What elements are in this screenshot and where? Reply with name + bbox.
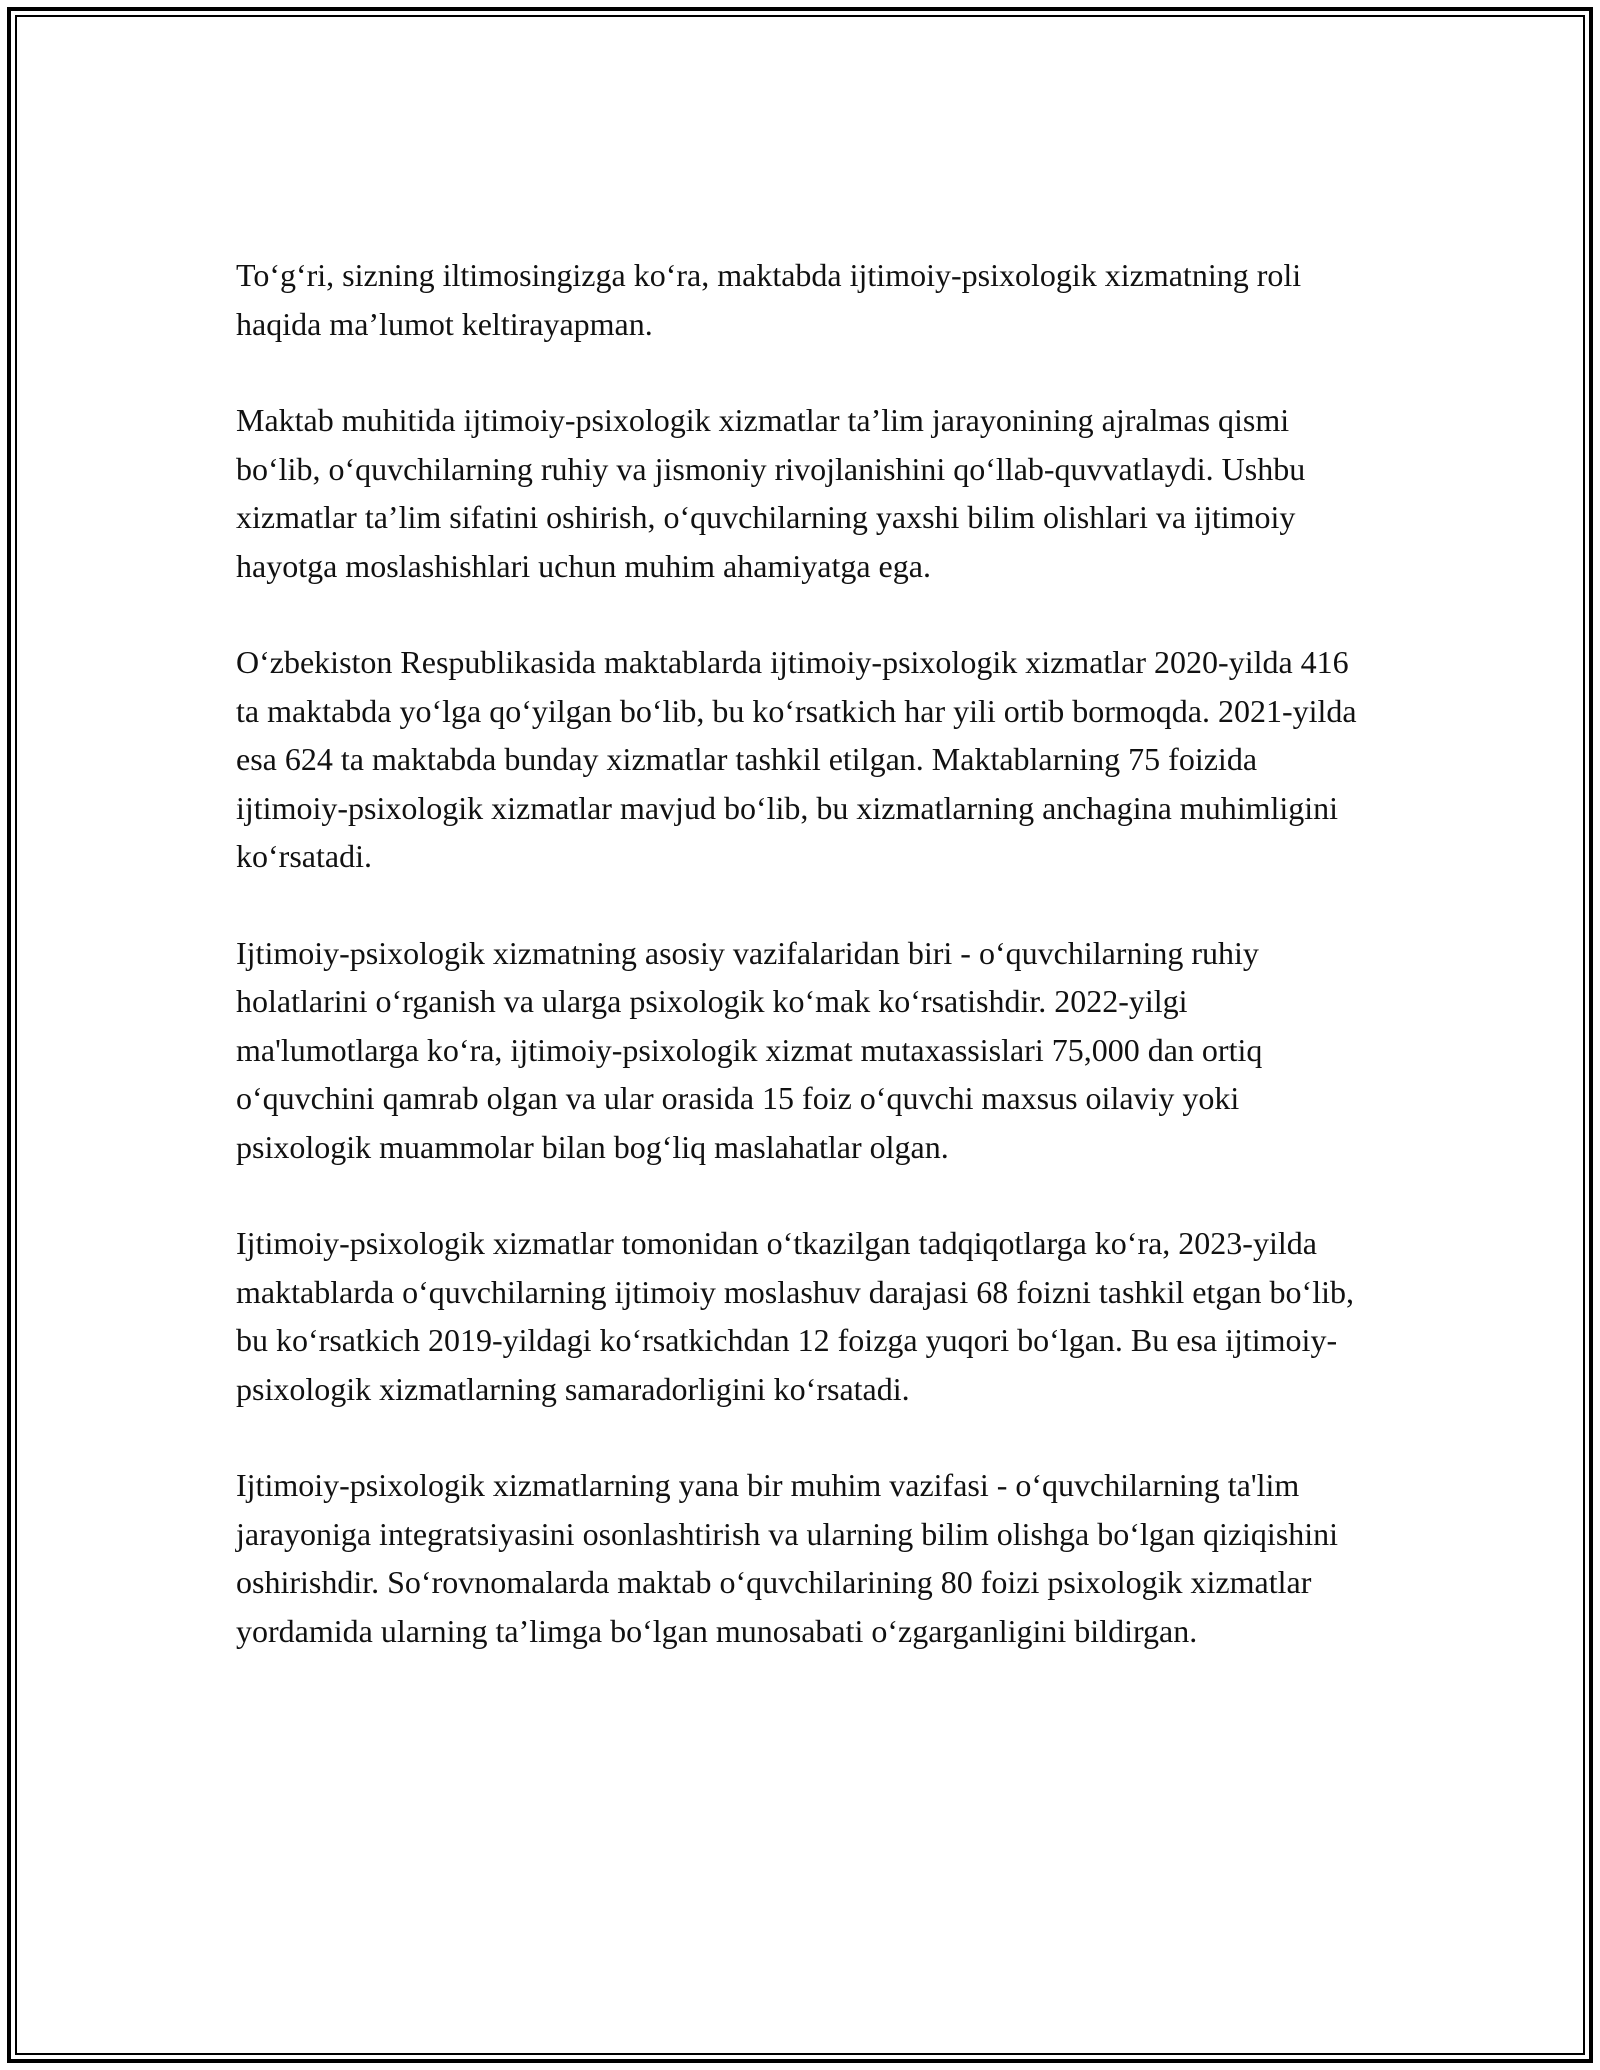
paragraph-integration-task: Ijtimoiy-psixologik xizmatlarning yana bir muhim vazifasi - o‘quvchilarning ta'lim jarayoniga integratsiyasini osonlashtirish va ularning bilim olishga bo‘lgan qiziqishini oshirishdir. So‘rovnomalarda maktab o‘quvchilarining 80 foizi psixologik xizmatlar yordamida ularning ta’limga bo‘lgan munosabati o‘zgarganligini bildirgan. <box>236 1467 1339 1649</box>
paragraph-intro: To‘g‘ri, sizning iltimosingizga ko‘ra, maktabda ijtimoiy-psixologik xizmatning roli haqida ma’lumot keltirayapman. <box>236 257 1302 342</box>
paragraph-school-services: Maktab muhitida ijtimoiy-psixologik xizmatlar ta’lim jarayonining ajralmas qismi bo‘lib, o‘quvchilarning ruhiy va jismoniy rivojlanishini qo‘llab-quvvatlaydi. Ushbu xizmatlar ta’lim sifatini oshirish, o‘quvchilarning yaxshi bilim olishlari va ijtimoiy hayotga moslashishlari uchun muhim ahamiyatga ega. <box>236 402 1306 584</box>
paragraph-uzbekistan-statistics: O‘zbekiston Respublikasida maktablarda ijtimoiy-psixologik xizmatlar 2020-yilda 416 ta maktabda yo‘lga qo‘yilgan bo‘lib, bu ko‘rsatkich har yili ortib bormoqda. 2021-yilda esa 624 ta maktabda bunday xizmatlar tashkil etilgan. Maktablarning 75 foizida ijtimoiy-psixologik xizmatlar mavjud bo‘lib, bu xizmatlarning anchagina muhimligini ko‘rsatadi. <box>236 644 1357 874</box>
document-body <box>236 251 1376 1655</box>
paragraph-research-results: Ijtimoiy-psixologik xizmatlar tomonidan o‘tkazilgan tadqiqotlarga ko‘ra, 2023-yilda maktablarda o‘quvchilarning ijtimoiy moslashuv darajasi 68 foizni tashkil etgan bo‘lib, bu ko‘rsatkich 2019-yildagi ko‘rsatkichdan 12 foizga yuqori bo‘lgan. Bu esa ijtimoiy-psixologik xizmatlarning samaradorligini ko‘rsatadi. <box>236 1225 1354 1407</box>
paragraph-main-task: Ijtimoiy-psixologik xizmatning asosiy vazifalaridan biri - o‘quvchilarning ruhiy holatlarini o‘rganish va ularga psixologik ko‘mak ko‘rsatishdir. 2022-yilgi ma'lumotlarga ko‘ra, ijtimoiy-psixologik xizmat mutaxassislari 75,000 dan ortiq o‘quvchini qamrab olgan va ular orasida 15 foiz o‘quvchi maxsus oilaviy yoki psixologik muammolar bilan bog‘liq maslahatlar olgan. <box>236 934 1263 1165</box>
